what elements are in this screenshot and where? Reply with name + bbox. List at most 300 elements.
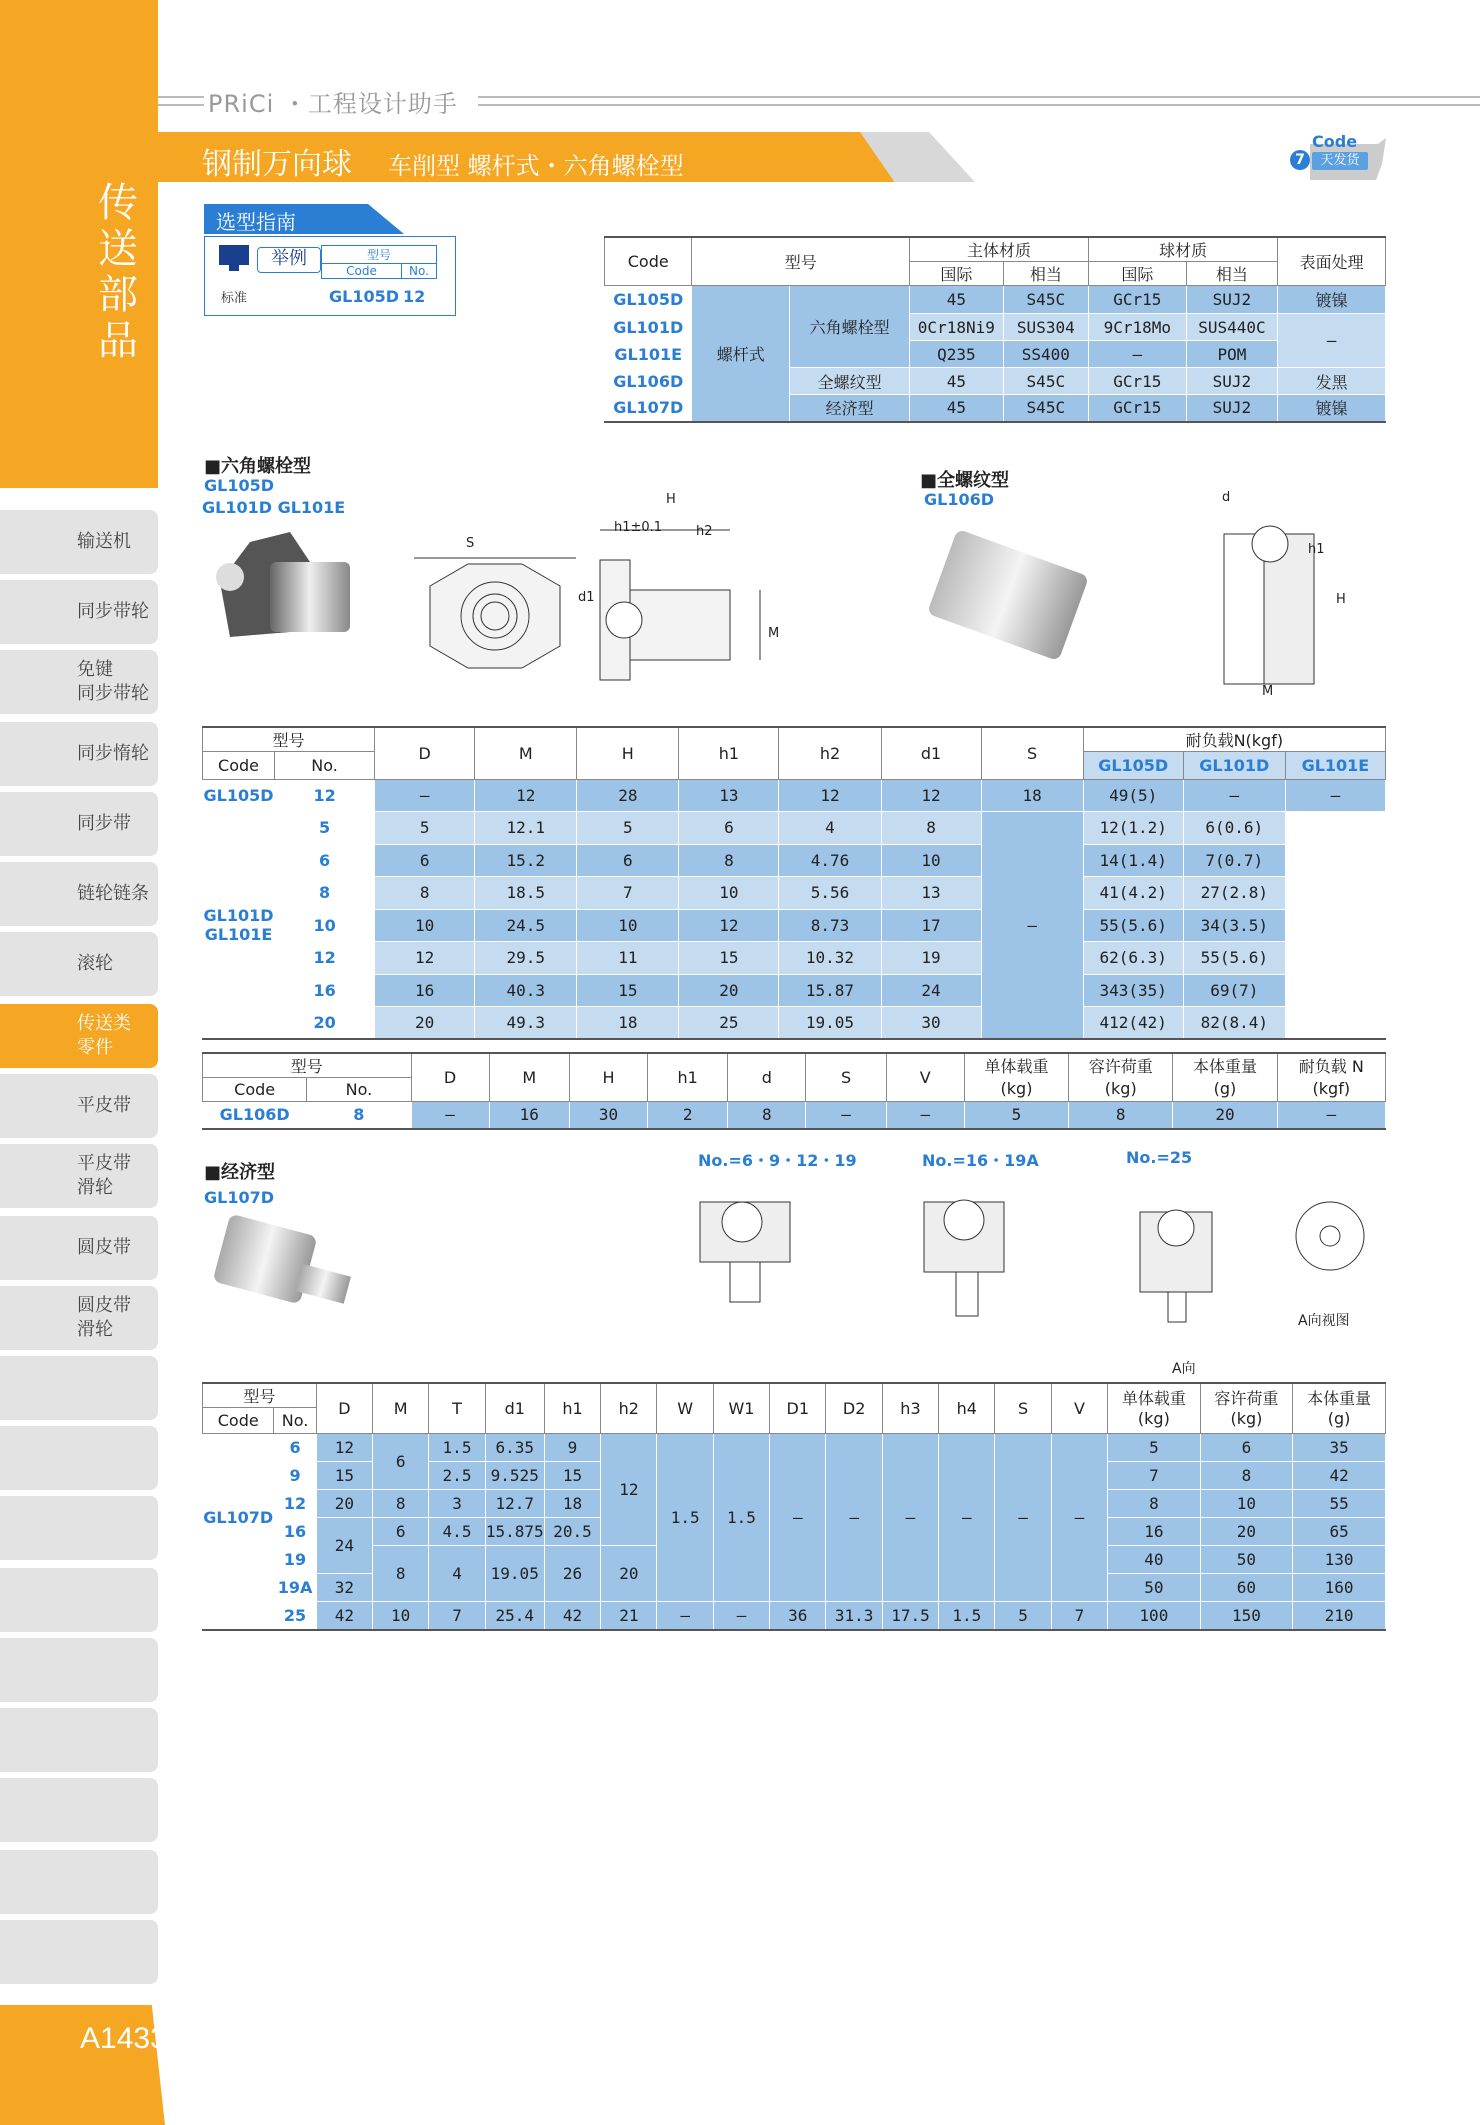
hdr-body: 主体材质 [910, 237, 1089, 262]
hdr-D: D [411, 1053, 489, 1102]
cell: 2 [648, 1102, 728, 1129]
cell: – [995, 1434, 1051, 1602]
example-code: GL105D [329, 287, 400, 306]
full-codes: GL106D [924, 490, 995, 509]
cell: 7(0.7) [1183, 844, 1285, 877]
cell: 6 [373, 1518, 429, 1546]
cell: 17 [881, 909, 981, 942]
hdr-S: S [806, 1053, 886, 1102]
cell: 36 [770, 1602, 826, 1630]
page-title: 钢制万向球 [202, 147, 352, 182]
cell: 7 [1108, 1462, 1201, 1490]
hdr-code: Code [203, 1408, 274, 1434]
cell: 69(7) [1183, 974, 1285, 1007]
hdr-no: No. [307, 1078, 411, 1102]
hdr-text: 容许荷重 [1214, 1388, 1279, 1408]
table-row [203, 812, 1386, 845]
cell: 34(3.5) [1183, 909, 1285, 942]
cell: 20.5 [544, 1518, 600, 1546]
cell: 8 [373, 1546, 429, 1602]
cell: – [826, 1434, 882, 1602]
hdr-h3: h3 [882, 1383, 938, 1434]
cell: 31.3 [826, 1602, 882, 1630]
cell: 15 [679, 942, 779, 975]
cell: 55 [1293, 1490, 1386, 1518]
hdr-D: D [375, 727, 475, 780]
dim-h1-tol: h1±0.1 [614, 520, 663, 535]
cell: 100 [1108, 1602, 1201, 1630]
delivery-days: 7 [1290, 150, 1310, 170]
hdr-unit: (kg) [1000, 1078, 1033, 1098]
sidebar-item[interactable]: 同步惰轮 [0, 722, 158, 786]
cell: 19.05 [779, 1007, 881, 1040]
hex-top-view-drawing [410, 536, 580, 686]
guide-example-box [204, 236, 456, 316]
hdr-h2: h2 [601, 1383, 657, 1434]
sidebar-item[interactable]: 同步带 [0, 792, 158, 856]
cell: 16 [489, 1102, 569, 1129]
cell: 6 [679, 812, 779, 845]
type-screw: 螺杆式 [692, 286, 790, 422]
table-row [203, 1102, 1386, 1129]
cell: 32 [316, 1574, 372, 1602]
cell: 18 [544, 1490, 600, 1518]
eco-note-2: No.=16・19A [922, 1151, 1039, 1170]
cell: GCr15 [1089, 395, 1187, 422]
cell: S45C [1003, 286, 1088, 314]
row-no: 16 [275, 974, 375, 1007]
cell: 16 [375, 974, 475, 1007]
cell: SS400 [1003, 341, 1088, 368]
table-row [203, 844, 1386, 877]
group-code-1: GL101D [203, 906, 274, 925]
hdr-no: No. [275, 752, 375, 780]
hdr-code: Code [203, 1078, 307, 1102]
cell: 210 [1293, 1602, 1386, 1630]
cell: 8 [373, 1490, 429, 1518]
cell: – [981, 812, 1083, 1040]
sidebar-category-title: 传送部品 [98, 180, 138, 364]
cell: 6 [373, 1434, 429, 1490]
cell: 343(35) [1083, 974, 1183, 1007]
cell: 18 [981, 780, 1083, 812]
hdr-allow [1200, 1383, 1293, 1434]
cell: 45 [910, 286, 1004, 314]
sidebar-item[interactable]: 输送机 [0, 510, 158, 574]
cell: 25.4 [485, 1602, 544, 1630]
hdr-d: d [728, 1053, 806, 1102]
sidebar-item[interactable]: 圆皮带 滑轮 [0, 1286, 158, 1350]
cell: 24 [881, 974, 981, 1007]
cell: 40.3 [475, 974, 577, 1007]
full-thread-photo [928, 530, 1088, 670]
table-row [203, 1434, 1386, 1462]
cell: 发黑 [1278, 368, 1386, 395]
hdr-unit: (kg) [1104, 1078, 1137, 1098]
hdr-weight [1173, 1053, 1277, 1102]
cell: 55(5.6) [1083, 909, 1183, 942]
page-number: A1433 [80, 2022, 167, 2055]
sidebar-item[interactable]: 平皮带 滑轮 [0, 1144, 158, 1208]
hdr-unit: (kg) [1137, 1408, 1170, 1428]
cell: 160 [1293, 1574, 1386, 1602]
cell: – [411, 1102, 489, 1129]
cell: – [1277, 1102, 1385, 1129]
cell: – [1278, 314, 1386, 368]
hdr-h4: h4 [939, 1383, 995, 1434]
hdr-text: 单体载重 [1121, 1388, 1186, 1408]
hdr-ball: 球材质 [1089, 237, 1278, 262]
row-code: GL101D [605, 314, 692, 341]
cell: SUS304 [1003, 314, 1088, 341]
hdr-ball-equiv: 相当 [1186, 262, 1278, 286]
hdr-unit: (kg) [1230, 1408, 1263, 1428]
cell: 8 [1200, 1462, 1293, 1490]
example-header [321, 245, 437, 279]
cell: 15.875 [485, 1518, 544, 1546]
cell: 7 [577, 877, 679, 910]
sidebar-item-empty [0, 1568, 158, 1632]
cell: 15 [544, 1462, 600, 1490]
cell: 16 [1108, 1518, 1201, 1546]
cell: 10 [679, 877, 779, 910]
cell: 10.32 [779, 942, 881, 975]
cell: 7 [1051, 1602, 1107, 1630]
cell: 12 [881, 780, 981, 812]
row-no: 9 [274, 1462, 316, 1490]
hdr-model: 型号 [203, 1053, 412, 1078]
row-no: 12 [274, 1490, 316, 1518]
hdr-T: T [429, 1383, 485, 1434]
example-std: 标准 [221, 291, 248, 306]
cell: 20 [601, 1546, 657, 1602]
hex-table-body [203, 812, 1386, 1040]
cell: 49(5) [1083, 780, 1183, 812]
sidebar-item[interactable]: 免键 同步带轮 [0, 650, 158, 714]
hdr-text: 本体重量 [1192, 1056, 1257, 1076]
eco-photo [210, 1214, 360, 1324]
type-hex: 六角螺栓型 [790, 286, 910, 368]
row-no: 16 [274, 1518, 316, 1546]
cell: 19.05 [485, 1546, 544, 1602]
cell: 4.5 [429, 1518, 485, 1546]
monitor-icon [217, 243, 253, 275]
cell: 10 [373, 1602, 429, 1630]
cell: 82(8.4) [1183, 1007, 1285, 1040]
cell: 12 [475, 780, 577, 812]
hdr-W: W [657, 1383, 713, 1434]
row-code: GL107D [203, 1434, 274, 1602]
sidebar-item-empty [0, 1778, 158, 1842]
cell: 14(1.4) [1083, 844, 1183, 877]
cell: 55(5.6) [1183, 942, 1285, 975]
cell: 412(42) [1083, 1007, 1183, 1040]
hdr-finish: 表面处理 [1278, 237, 1386, 286]
cell: 18 [577, 1007, 679, 1040]
cell: 19 [881, 942, 981, 975]
hdr-h1: h1 [648, 1053, 728, 1102]
row-code: GL105D [203, 780, 275, 812]
hex-codes-2: GL101D GL101E [202, 498, 346, 517]
cell: 8 [1108, 1490, 1201, 1518]
dim-H-full: H [1336, 592, 1346, 607]
hdr-W1: W1 [713, 1383, 769, 1434]
group-code-2: GL101E [204, 925, 273, 944]
hdr-weight [1293, 1383, 1386, 1434]
cell: 6(0.6) [1183, 812, 1285, 845]
cell: 24.5 [475, 909, 577, 942]
hdr-code: Code [203, 752, 275, 780]
cell: 20 [375, 1007, 475, 1040]
cell: 62(6.3) [1083, 942, 1183, 975]
cell: SUJ2 [1186, 368, 1278, 395]
dim-h1-full: h1 [1308, 542, 1325, 557]
cell: 28 [577, 780, 679, 812]
hdr-text: 单体载重 [984, 1056, 1049, 1076]
eco-drawing-3 [1126, 1180, 1266, 1360]
hdr-unit: (kgf) [1312, 1078, 1351, 1098]
eco-note-3: No.=25 [1126, 1148, 1193, 1167]
page-subtitle: 车削型 螺杆式・六角螺栓型 [388, 152, 684, 180]
cell: 8.73 [779, 909, 881, 942]
dim-H: H [666, 492, 676, 507]
cell: – [657, 1602, 713, 1630]
eco-drawing-2 [918, 1180, 1058, 1360]
eco-note-1: No.=6・9・12・19 [698, 1151, 857, 1170]
cell: 8 [1069, 1102, 1173, 1129]
cell: 8 [728, 1102, 806, 1129]
table-row [203, 1007, 1386, 1040]
cell: 27(2.8) [1183, 877, 1285, 910]
group-code [203, 812, 275, 1040]
row-code: GL101E [605, 341, 692, 368]
cell: 26 [544, 1546, 600, 1602]
hdr-M: M [475, 727, 577, 780]
cell: 20 [1173, 1102, 1277, 1129]
hdr-h1: h1 [679, 727, 779, 780]
cell: Q235 [910, 341, 1004, 368]
d-dash: – [375, 780, 475, 812]
cell: 65 [1293, 1518, 1386, 1546]
cell: 6.35 [485, 1434, 544, 1462]
cell: 20 [1200, 1518, 1293, 1546]
full-section-title: ■全螺纹型 [920, 470, 1010, 491]
cell: 10 [577, 909, 679, 942]
hdr-model: 型号 [692, 237, 910, 286]
hdr-body-equiv: 相当 [1003, 262, 1088, 286]
cell: 4 [779, 812, 881, 845]
row-no: 19 [274, 1546, 316, 1574]
hdr-D: D [316, 1383, 372, 1434]
cell: 41(4.2) [1083, 877, 1183, 910]
cell: S45C [1003, 395, 1088, 422]
cell: 5 [375, 812, 475, 845]
cell: POM [1186, 341, 1278, 368]
cell: 5 [964, 1102, 1068, 1129]
cell: 10 [375, 909, 475, 942]
brand-label: PRiCi ・工程设计助手 [204, 84, 462, 119]
hdr-ball-intl: 国际 [1089, 262, 1187, 286]
row-no: 19A [274, 1574, 316, 1602]
cell: 20 [679, 974, 779, 1007]
brand-rule-right [478, 96, 1480, 106]
cell: GCr15 [1089, 368, 1187, 395]
hdr-unit: (g) [1213, 1078, 1237, 1098]
dim-d: d [1222, 490, 1231, 505]
cell: 24 [316, 1518, 372, 1574]
row-no: 20 [275, 1007, 375, 1040]
cell: 10 [881, 844, 981, 877]
cell: – [1089, 341, 1187, 368]
cell: 35 [1293, 1434, 1386, 1462]
sidebar-item[interactable]: 同步带轮 [0, 580, 158, 644]
eco-codes: GL107D [204, 1188, 275, 1207]
brand-rule-left [158, 96, 208, 106]
cell: 1.5 [429, 1434, 485, 1462]
table-row [203, 909, 1386, 942]
hdr-text: 本体重量 [1307, 1388, 1372, 1408]
eco-view-a [1288, 1198, 1384, 1278]
cell: 5.56 [779, 877, 881, 910]
cell: 45 [910, 368, 1004, 395]
sidebar-item[interactable]: 传送类 零件 [0, 1004, 158, 1068]
cell: 130 [1293, 1546, 1386, 1574]
cell: 29.5 [475, 942, 577, 975]
eco-section-title: ■经济型 [204, 1162, 276, 1183]
cell: 12 [375, 942, 475, 975]
hdr-d1: d1 [881, 727, 981, 780]
row-no: 25 [274, 1602, 316, 1630]
row-no: 6 [274, 1434, 316, 1462]
cell: 7 [429, 1602, 485, 1630]
cell: 12.1 [475, 812, 577, 845]
cell: 15.2 [475, 844, 577, 877]
sidebar-item[interactable]: 链轮链条 [0, 862, 158, 926]
row-no: 5 [275, 812, 375, 845]
cell: 50 [1200, 1546, 1293, 1574]
cell: SUJ2 [1186, 286, 1278, 314]
cell: 15 [316, 1462, 372, 1490]
cell: GCr15 [1089, 286, 1187, 314]
cell: 40 [1108, 1546, 1201, 1574]
hdr-H: H [569, 1053, 647, 1102]
guide-title: 选型指南 [216, 210, 296, 234]
hex-side-view-drawing [580, 500, 800, 700]
cell: – [1285, 780, 1385, 812]
cell: 2.5 [429, 1462, 485, 1490]
hdr-V: V [1051, 1383, 1107, 1434]
sidebar-item[interactable]: 圆皮带 [0, 1216, 158, 1280]
hdr-no: No. [274, 1408, 316, 1434]
table-row [203, 974, 1386, 1007]
row-code: GL105D [605, 286, 692, 314]
cell: 0Cr18Ni9 [910, 314, 1004, 341]
cell: 5 [995, 1602, 1051, 1630]
cell: – [1051, 1434, 1107, 1602]
cell: 13 [679, 780, 779, 812]
cell: – [713, 1602, 769, 1630]
sidebar-item[interactable]: 滚轮 [0, 932, 158, 996]
cell: – [886, 1102, 964, 1129]
example-model-header: 型号 [322, 246, 436, 264]
hex-codes-1: GL105D [204, 476, 275, 495]
sidebar-item-empty [0, 1426, 158, 1490]
cell: 8 [881, 812, 981, 845]
row-code-empty [203, 1602, 274, 1630]
hdr-resist [1277, 1053, 1385, 1102]
sidebar-item-empty [0, 1850, 158, 1914]
cell: 10 [1200, 1490, 1293, 1518]
hdr-M: M [373, 1383, 429, 1434]
dim-d1: d1 [578, 590, 595, 605]
cell: 11 [577, 942, 679, 975]
hex-section-title: ■六角螺栓型 [204, 456, 312, 477]
hdr-load: 耐负载N(kgf) [1083, 727, 1385, 752]
cell: 9.525 [485, 1462, 544, 1490]
cell: 4 [429, 1546, 485, 1602]
hdr-h1: h1 [544, 1383, 600, 1434]
arrow-a-label: A向 [1172, 1361, 1196, 1377]
hdr-S: S [995, 1383, 1051, 1434]
row-code: GL106D [203, 1102, 307, 1129]
cell: 50 [1108, 1574, 1201, 1602]
sidebar-item-empty [0, 1496, 158, 1560]
cell: 6 [1200, 1434, 1293, 1462]
type-eco: 经济型 [790, 395, 910, 422]
cell: SUS440C [1186, 314, 1278, 341]
hdr-allow [1069, 1053, 1173, 1102]
delivery-text: 天发货 [1312, 152, 1368, 170]
cell: 镀镍 [1278, 286, 1386, 314]
cell: 18.5 [475, 877, 577, 910]
cell: – [770, 1434, 826, 1602]
cell: – [882, 1434, 938, 1602]
full-spec-table [202, 1052, 1386, 1130]
hdr-H: H [577, 727, 679, 780]
sidebar-item-empty [0, 1356, 158, 1420]
cell: 1.5 [657, 1434, 713, 1602]
eco-spec-table [202, 1382, 1386, 1631]
cell: SUJ2 [1186, 395, 1278, 422]
cell: 12(1.2) [1083, 812, 1183, 845]
hdr-V: V [886, 1053, 964, 1102]
hex-bolt-photo [210, 522, 370, 662]
row-no: 10 [275, 909, 375, 942]
sidebar-item[interactable]: 平皮带 [0, 1074, 158, 1138]
example-no: 12 [403, 287, 426, 306]
cell: 3 [429, 1490, 485, 1518]
hdr-D2: D2 [826, 1383, 882, 1434]
cell: 1.5 [713, 1434, 769, 1602]
hdr-S: S [981, 727, 1083, 780]
cell: 42 [544, 1602, 600, 1630]
cell: 8 [679, 844, 779, 877]
row-no: 8 [275, 877, 375, 910]
material-table [604, 236, 1386, 423]
row-code: GL106D [605, 368, 692, 395]
cell: 30 [569, 1102, 647, 1129]
row-no: 12 [275, 780, 375, 812]
cell: 30 [881, 1007, 981, 1040]
hdr-load-gl101d: GL101D [1183, 752, 1285, 780]
hdr-model: 型号 [203, 1383, 317, 1408]
hdr-load-gl101e: GL101E [1285, 752, 1385, 780]
dim-h2: h2 [696, 524, 713, 539]
cell: 45 [910, 395, 1004, 422]
row-code: GL107D [605, 395, 692, 422]
cell: 5 [577, 812, 679, 845]
delivery-code-label: Code [1312, 132, 1358, 151]
